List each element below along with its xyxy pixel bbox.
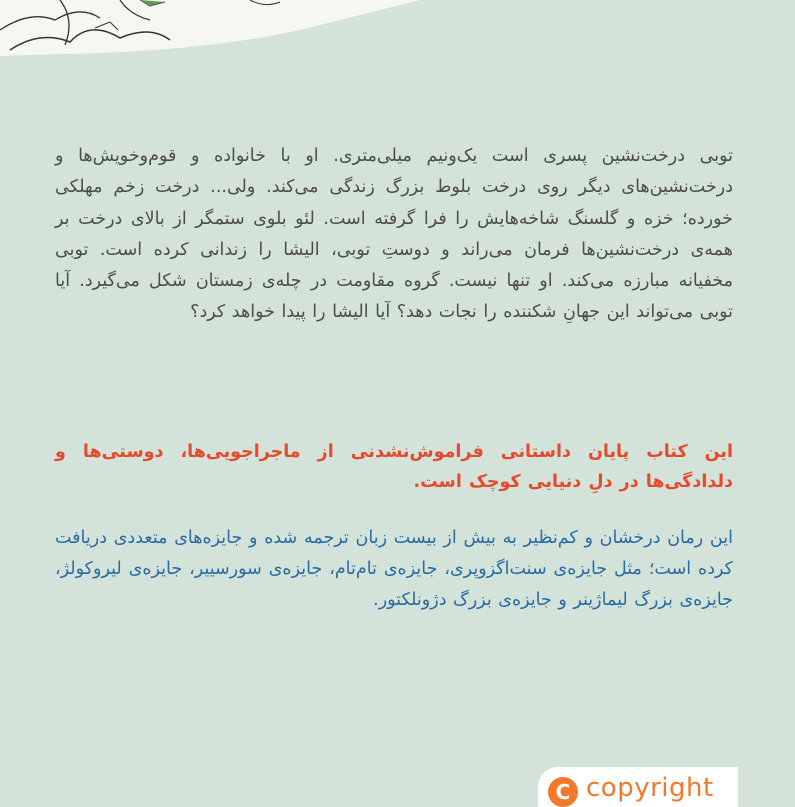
copyright-label: copyright: [586, 773, 714, 803]
tree-illustration: [0, 0, 420, 60]
synopsis-paragraph: توبی درخت‌نشین پسری است یک‌ونیم میلی‌متری. او با خانواده و قوم‌وخویش‌ها و درخت‌نشین‌های دیگر روی درخت بلوط بزرگ زندگی می‌کند. ولی... درخت زخم مهلکی خورده؛ خزه و گلسنگ شاخه‌هایش را فرا گرفته است. لئو بلوی ستمگر از بالای درخت بر همه‌ی درخت‌نشین‌ها فرمان می‌راند و دوستِ توبی، الیشا را زندانی کرده است. توبی مخفیانه مبارزه می‌کند. او تنها نیست. گروه مقاومت در چله‌ی زمستان شکل می‌گیرد. آیا توبی می‌تواند این جهانِ شکننده را نجات دهد؟ آیا الیشا را پیدا خواهد کرد؟: [55, 146, 733, 323]
awards-paragraph: این رمان درخشان و کم‌نظیر به بیش از بیست زبان ترجمه شده و جایزه‌های متعددی دریافت کرده است؛ مثل جایزه‌ی سنت‌اگزوپری، جایزه‌ی تام‌تام، جایزه‌ی سورسییر، جایزه‌ی لیروکولژ، جایزه‌ی بزرگ لیماژینر و جایزه‌ی بزرگ دژونلکتور.: [55, 528, 733, 610]
copyright-badge: [538, 767, 738, 807]
highlight-paragraph: این کتاب پایان داستانی فراموش‌نشدنی از ماجراجویی‌ها، دوستی‌ها و دلدادگی‌ها در دلِ دنیایی کوچک است.: [55, 442, 733, 492]
copyright-icon: C: [548, 777, 578, 807]
